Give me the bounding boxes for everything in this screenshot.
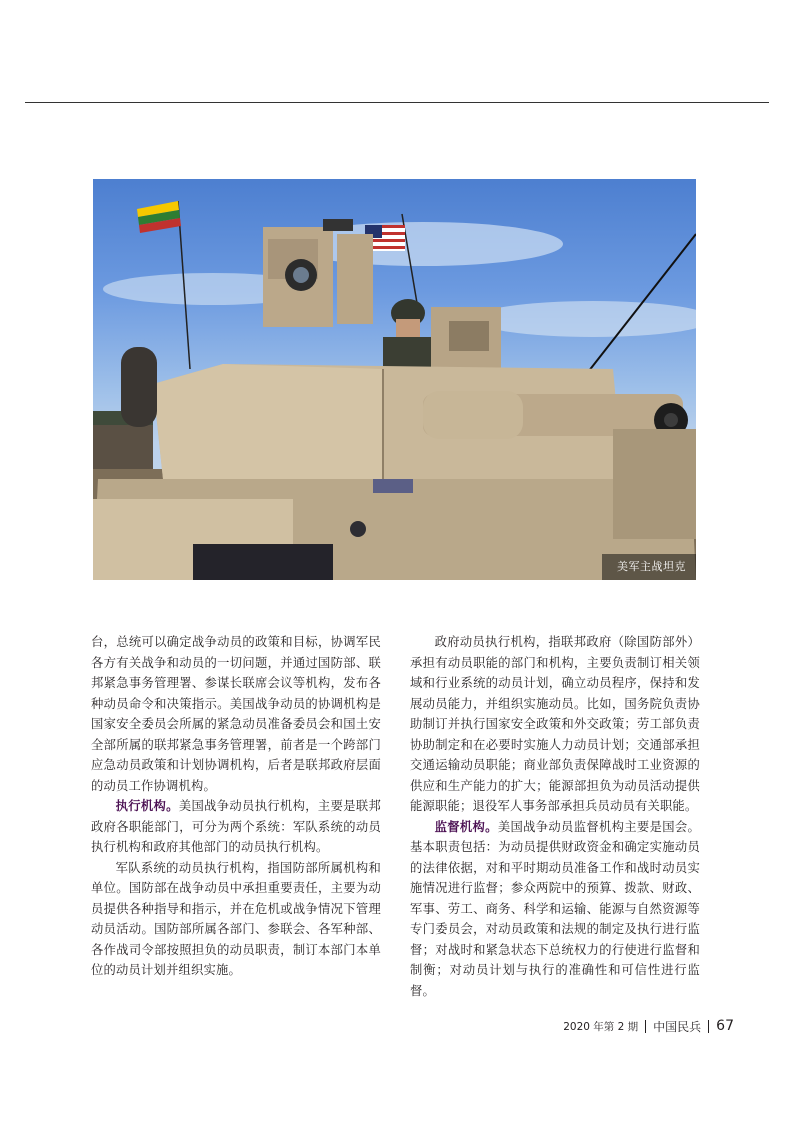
- right-paragraph-1: 政府动员执行机构，指联邦政府（除国防部外）承担有动员职能的部门和机构，主要负责制订相关领域和行业系统的动员计划，确立动员程序，保持和发展动员能力，并组织实施动员。比如，国务院负责协助制订并执行国家安全政策和外交政策；劳工部负责协助制定和在必要时实施人力动员计划；交通部承担交通运输动员职能；商业部负责保障战时工业资源的供应和生产能力的扩大；能源部担负为动员活动提供能源职能；退役军人事务部承担兵员动员有关职能。: [410, 635, 700, 813]
- left-paragraph-3: 军队系统的动员执行机构，指国防部所属机构和单位。国防部在战争动员中承担重要责任，主要为动员提供各种指导和指示，并在危机或战争情况下管理动员活动。国防部所属各部门、参联会、各军种部、各作战司令部按照担负的动员职责，制订本部门本单位的动员计划并组织实施。: [91, 860, 381, 977]
- footer-separator: [708, 1020, 709, 1033]
- tank-photo: [93, 179, 696, 580]
- section-heading-execution: 执行机构。: [115, 799, 179, 813]
- magazine-name: 中国民兵: [653, 1019, 702, 1034]
- tank-illustration: [93, 179, 696, 580]
- right-paragraph-2-body: 美国战争动员监督机构主要是国会。基本职责包括：为动员提供财政资金和确定实施动员的法律依据，对和平时期动员准备工作和战时动员实施情况进行监督；参众两院中的预算、拨款、财政、军事、劳工、商务、科学和运输、能源与自然资源等专门委员会，对动员政策和法规的制定及执行进行监督；对战时和紧急状态下总统权力的行使进行监督和制衡；对动员计划与执行的准确性和可信性进行监督。: [410, 819, 700, 998]
- right-column: [410, 632, 700, 1001]
- weapon-station: [263, 219, 373, 327]
- left-column: [91, 632, 381, 981]
- right-paragraph-2: [410, 817, 700, 1002]
- photo-caption: 美军主战坦克: [617, 560, 686, 573]
- soldier: [383, 299, 439, 377]
- left-paragraph-1: 台，总统可以确定战争动员的政策和目标，协调军民各方有关战争和动员的一切问题，并通过国防部、联邦紧急事务管理署、参谋长联席会议等机构，发布各种动员命令和决策指示。美国战争动员的协调机构是国家安全委员会所属的紧急动员准备委员会和国土安全部所属的联邦紧急事务管理署，前者是一个跨部门应急动员政策和计划协调机构，后者是联邦政府层面的动员工作协调机构。: [91, 635, 381, 793]
- left-paragraph-2: [91, 796, 381, 858]
- left-paragraph-2-body: 美国战争动员执行机构，主要是联邦政府各职能部门，可分为两个系统：军队系统的动员执行机构和政府其他部门的动员执行机构。: [91, 799, 381, 854]
- page-footer: [563, 1016, 734, 1036]
- footer-separator: [645, 1020, 646, 1033]
- page-number: 67: [716, 1018, 734, 1034]
- header-rule: [25, 102, 769, 103]
- issue-label: 2020 年第 2 期: [563, 1020, 639, 1033]
- section-heading-supervision: 监督机构。: [434, 819, 498, 834]
- flag-lithuania: [137, 201, 181, 233]
